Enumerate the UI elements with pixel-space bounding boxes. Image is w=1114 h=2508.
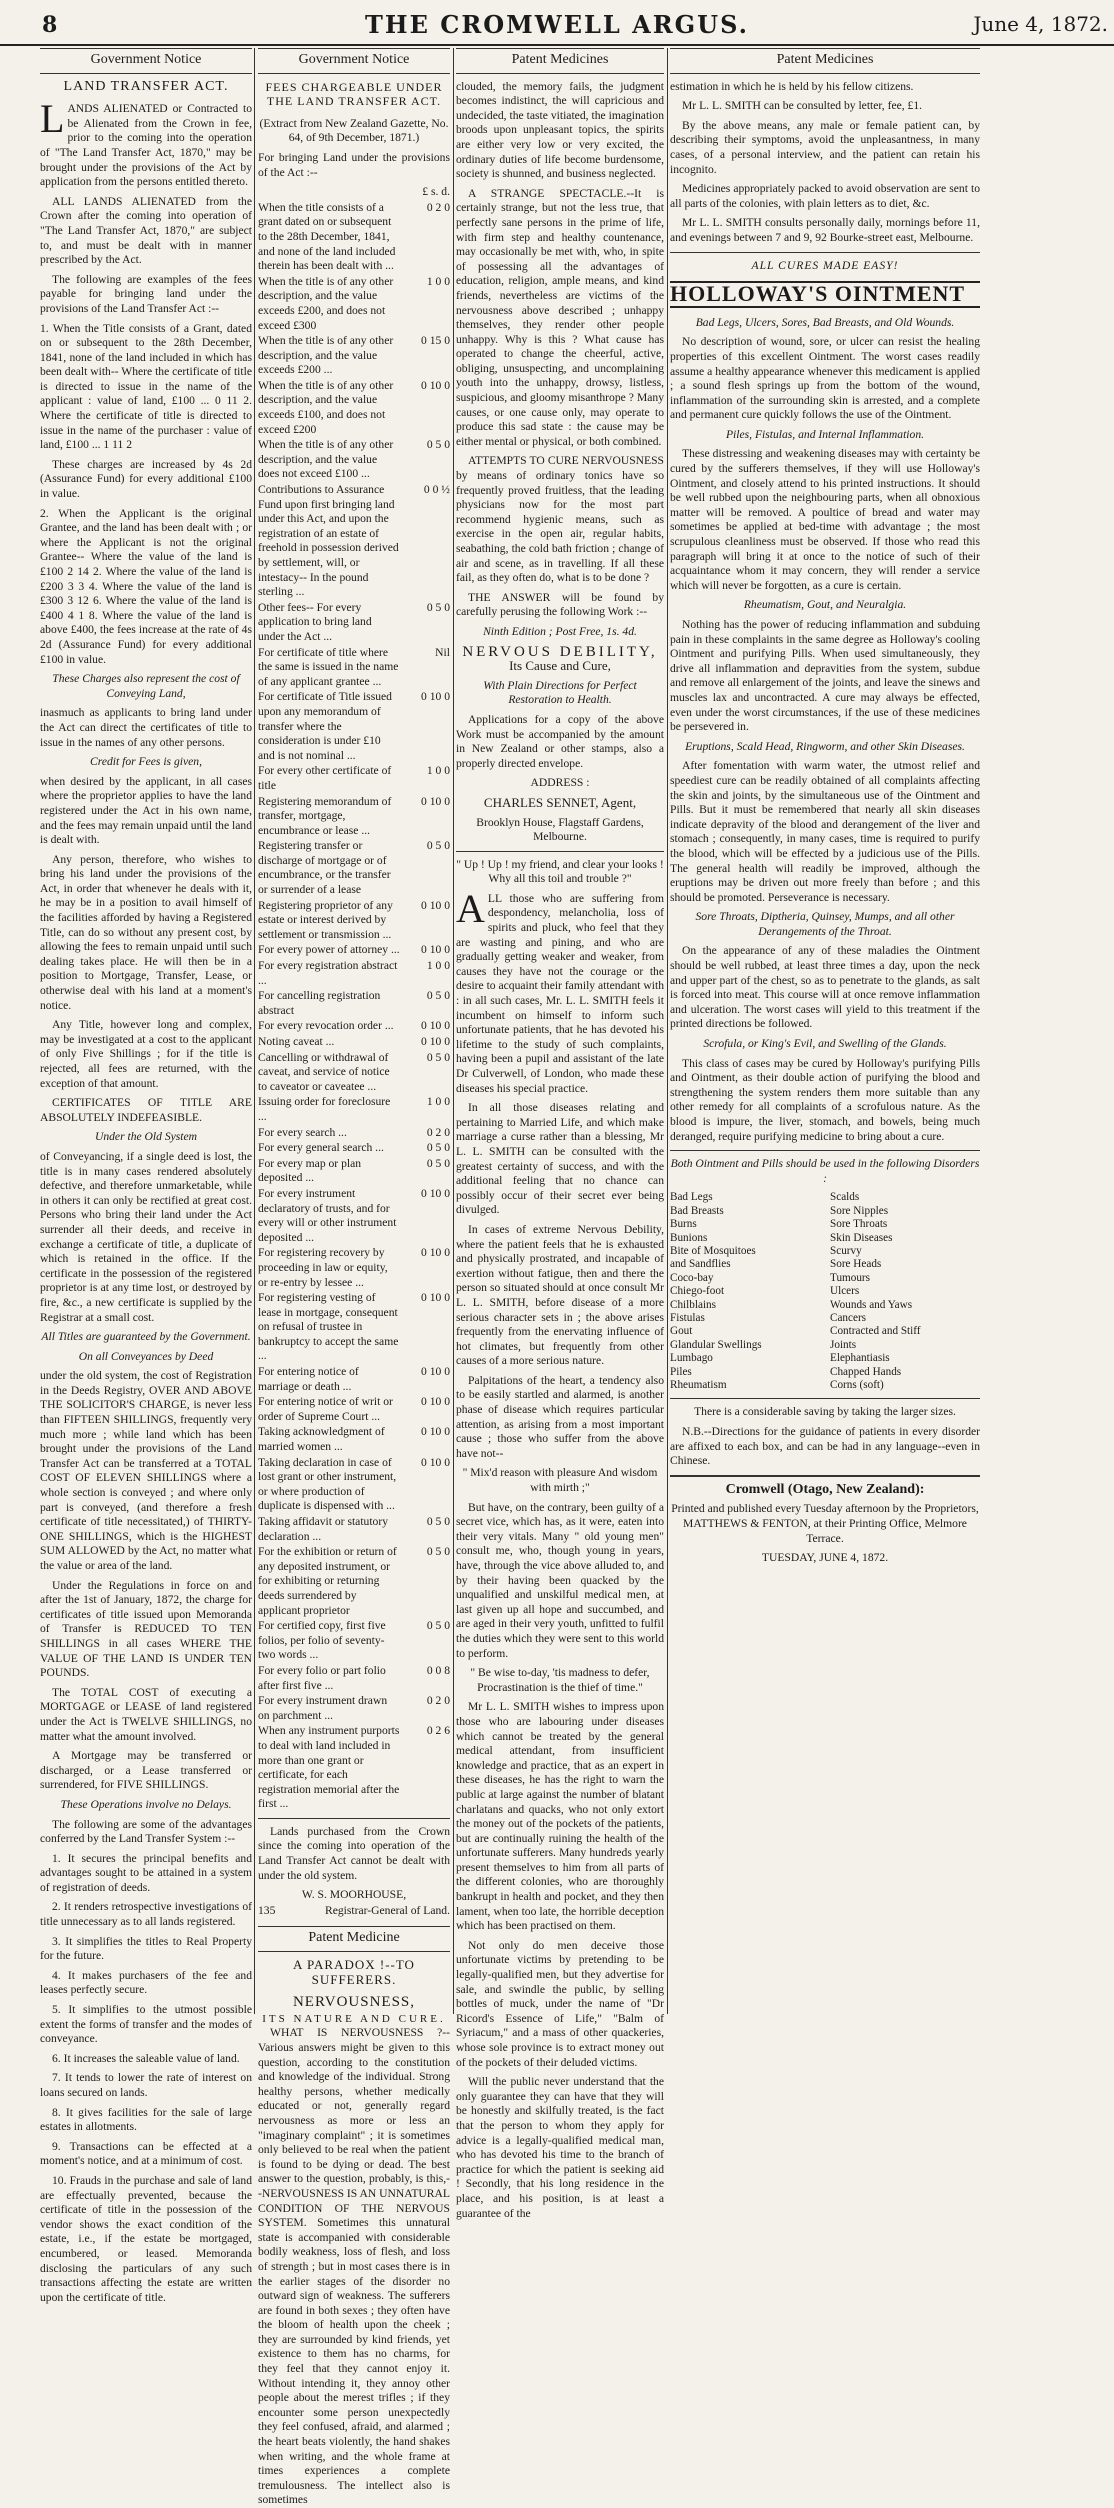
fee-description: Issuing order for foreclosure ... <box>258 1095 391 1123</box>
disorder-item: Bad Legs <box>670 1191 713 1204</box>
fee-row <box>258 1545 450 1618</box>
disorders-list <box>670 1191 980 1392</box>
disorder-item: Fistulas <box>670 1312 705 1325</box>
fee-description: Registering proprietor of any estate or interest derived by settlement or transmission ... <box>258 898 393 941</box>
disorder-item: Corns (soft) <box>830 1379 884 1392</box>
agent-name: CHARLES SENNET, Agent, <box>483 794 637 810</box>
paragraph: Lands purchased from the Crown since the coming into operation of the Land Transfer Act cannot be dealt with under the old system. <box>258 1824 450 1882</box>
disorder-item: Joints <box>830 1338 857 1351</box>
fee-amount: 0 10 0 <box>421 1425 450 1439</box>
paragraph: estimation in which he is held by his fellow citizens. <box>670 79 914 93</box>
fee-description: For every revocation order ... <box>258 1019 394 1033</box>
fee-row <box>258 438 450 482</box>
fee-description: For every registration abstract ... <box>258 959 398 987</box>
fee-description: When the title is of any other description, and the value exceeds £200, and does not exceed £300 <box>258 274 394 332</box>
fee-row <box>258 1246 450 1290</box>
paragraph: The following are some of the advantages conferred by the Land Transfer System :-- <box>40 1817 252 1846</box>
fee-description: Registering memorandum of transfer, mortgage, encumbrance or lease ... <box>258 794 392 837</box>
fee-description: For entering notice of writ or order of Supreme Court ... <box>258 1395 393 1423</box>
list-item: 10. Frauds in the purchase and sale of land are effectually prevented, because the certificate of title in the possession of the vendor shows the exact condition of the estate, i.e., if the estate be mortgaged, encumbered, or leased. Memoranda disclosing the particulars of any such transactions affecting the estate are written upon the certificate of title. <box>40 2173 252 2304</box>
fee-description: Taking declaration in case of lost grant or other instrument, or where production of duplicate is dispensed with ... <box>258 1455 397 1513</box>
fee-description: For every search ... <box>258 1125 347 1139</box>
disorder-item: Tumours <box>830 1271 871 1284</box>
section-header: Government Notice <box>258 48 450 74</box>
fee-amount: Nil <box>435 645 450 659</box>
fee-description: For every general search ... <box>258 1141 384 1155</box>
column-rule <box>254 48 255 2014</box>
disorder-item: Ulcers <box>830 1285 860 1298</box>
fee-description: For registering recovery by proceeding in law or equity, or re-entry by lessee ... <box>258 1246 388 1289</box>
fee-row <box>258 1365 450 1394</box>
column-rule <box>453 48 454 2014</box>
section-header: Government Notice <box>40 48 252 74</box>
fee-description: Cancelling or withdrawal of caveat, and service of notice to caveator or caveatee ... <box>258 1050 390 1093</box>
subheading: Bad Legs, Ulcers, Sores, Bad Breasts, and Old Wounds. <box>695 315 955 329</box>
disorder-item: Burns <box>670 1218 697 1231</box>
fee-amount: 0 5 0 <box>426 1545 450 1559</box>
fee-description: For certificate of Title issued upon any memorandum of transfer where the consideration is under £10 and is not nominal ... <box>258 690 392 762</box>
fee-row <box>258 1051 450 1095</box>
fee-amount: 0 2 0 <box>426 200 450 214</box>
disorder-item: Coco-bay <box>670 1271 714 1284</box>
fee-description: For every instrument drawn on parchment ... <box>258 1694 388 1722</box>
fee-row <box>258 334 450 378</box>
paragraph: Any Title, however long and complex, may be investigated at a cost to the applicant of only Five Shillings ; for if the title is rejected, all fees are returned, with the exception of that amount. <box>40 1018 252 1090</box>
money-column-heading: £ s. d. <box>422 185 450 199</box>
notice-title: FEES CHARGEABLE UNDER THE LAND TRANSFER ACT. <box>265 79 443 109</box>
book-title: NERVOUS DEBILITY, <box>462 643 658 660</box>
list-item: 3. It simplifies the titles to Real Property for the future. <box>40 1934 252 1963</box>
fee-description: For the exhibition or return of any deposited instrument, or for exhibiting or returning deeds surrendered by applicant proprietor <box>258 1545 397 1617</box>
fee-description: When the title is of any other description, and the value exceeds £100, and does not exceed £200 <box>258 378 394 436</box>
fee-row <box>258 1456 450 1514</box>
disorder-item: Chilblains <box>670 1298 716 1311</box>
disorder-item: Scurvy <box>830 1245 862 1257</box>
column-rule <box>667 48 668 2014</box>
fee-description: For every power of attorney ... <box>258 943 400 957</box>
fee-row <box>258 1619 450 1663</box>
subheading: Both Ointment and Pills should be used in the following Disorders : <box>670 1157 980 1185</box>
disorder-item: Scalds <box>830 1191 860 1204</box>
fee-row <box>258 1724 450 1812</box>
imprint: Printed and published every Tuesday afternoon by the Proprietors, MATTHEWS & FENTON, at their Printing Office, Melmore Terrace. <box>671 1502 979 1545</box>
disorder-item: Piles <box>670 1365 692 1378</box>
fee-amount: 0 10 0 <box>421 1455 450 1469</box>
fee-row <box>258 1035 450 1050</box>
fee-row <box>258 795 450 839</box>
section-header: Patent Medicines <box>456 48 664 74</box>
subheading: Under the Old System <box>94 1130 198 1144</box>
subheading: Sore Throats, Diptheria, Quinsey, Mumps, and all other Derangements of the Throat. <box>695 910 955 938</box>
paragraph: This class of cases may be cured by Holloway's purifying Pills and Ointment, as their double action of purifying the blood and strengthening the system renders them more suitable than any other remedy for all complaints of a scrofulous nature. As the blood is impure, the liver, stomach, and bowels, being much deranged, require purifying medicine to bring about a cure. <box>670 1056 980 1143</box>
paragraph: But have, on the contrary, been guilty of a secret vice, which has, as it were, eaten into their very vitals. Many " old young men" consult me, who, though young in years, have, through the vice above alluded to, and by their having been quacked by the unqualified and unskilful medical men, at last given up all hope and succumbed, and are aged in their very youth, unfitted to fulfil the duties which they were sent to this world to perform. <box>456 1500 664 1660</box>
fee-amount: 0 10 0 <box>421 794 450 808</box>
paragraph: Any person, therefore, who wishes to bring his land under the provisions of the Act, in order that whenever he deals with it, he may be in a position to avail himself of the facilities afforded by having a Registered Title, can do so without any present cost, by allowing the fees to remain unpaid until such dealing takes place. He will then be in a position to Mortgage, Transfer, Lease, or otherwise deal with his land at a moment's notice. <box>40 852 252 1012</box>
list-item: 9. Transactions can be effected at a moment's notice, and at a minimum of cost. <box>40 2139 252 2168</box>
paragraph: These distressing and weakening diseases may with certainty be cured by the sufferers themselves, if they will use Holloway's Ointment, and closely attend to his printed instructions. It should be well rubbed upon the neighbouring parts, when all obnoxious matter will be removed. A poultice of bread and water may sometimes be applied at bed-time with advantage ; the most scrupulous cleanliness must be observed. If those who read this paragraph will bring it at once to the notice of such of their acquaintance whom it may concern, they will render a service which will never be forgotten, as a cure is certain. <box>670 447 980 592</box>
notice-title: LAND TRANSFER ACT. <box>63 78 229 94</box>
fee-amount: 0 5 0 <box>426 1141 450 1155</box>
subheading: Eruptions, Scald Head, Ringworm, and other Skin Diseases. <box>685 739 965 753</box>
fee-amount: 0 2 0 <box>426 1694 450 1708</box>
newspaper-title: THE CROMWELL ARGUS. <box>365 10 749 39</box>
paragraph: These charges are increased by 4s 2d (Assurance Fund) for every additional £100 in value. <box>40 457 252 501</box>
disorder-item: Skin Diseases <box>830 1231 893 1244</box>
fee-row <box>258 1019 450 1034</box>
disorder-item: Bad Breasts <box>670 1204 724 1217</box>
paragraph: Will the public never understand that the only guarantee they can have that they will be honestly and skilfully treated, is the fact that the person to whom they apply for advice is a legally-qualified medical man, who has devoted his time to the branch of practice for which the patient is seeking aid ! Secondly, that his long residence in the place, and his position, is at least a guarantee of the <box>456 2075 664 2220</box>
disorder-item: Sore Heads <box>830 1258 882 1271</box>
fee-amount: 0 5 0 <box>426 1156 450 1170</box>
fee-row <box>258 1187 450 1245</box>
fee-description: For entering notice of marriage or death ... <box>258 1365 359 1393</box>
paragraph: Applications for a copy of the above Work must be accompanied by the amount in New Zealand or other stamps, also a properly directed envelope. <box>456 712 664 770</box>
list-item: 1. It secures the principal benefits and advantages sought to be attained in a system of registration of deeds. <box>40 1851 252 1894</box>
fee-row <box>258 379 450 437</box>
masthead <box>0 0 1114 46</box>
subheading: Piles, Fistulas, and Internal Inflammation. <box>725 427 925 441</box>
disorder-item: Bunions <box>670 1231 708 1244</box>
paragraph: Mr L. L. SMITH wishes to impress upon those who are labouring under diseases which cannot be treated by the general medical attendant, from insufficient knowledge and practice, that as an expert in these diseases, he has the right to warn the public at large against the number of blatant charlatans and quacks, who not only extort the money out of the pockets of the patients, but are continually ruining the health of the unfortunate sufferers. Many hundreds yearly present themselves to him from all parts of the different colonies, who are thoroughly bankrupt in health and pocket, and they then lament, when too late, the horrible deception which has been practised on them. <box>456 1700 664 1933</box>
paragraph: Palpitations of the heart, a tendency also to be easily startled and alarmed, is another phase of disease which requires particular attention, as arising from a most important cause ; those who suffer from the above have not-- <box>456 1373 664 1460</box>
signer-name: W. S. MOORHOUSE, <box>301 1888 407 1902</box>
paragraph: Mr L. L. SMITH consults personally daily, mornings before 11, and evenings between 7 and 9, 92 Bourke-street east, Melbourne. <box>670 216 980 244</box>
fee-row <box>258 989 450 1018</box>
fee-row <box>258 690 450 763</box>
disorder-item: Wounds and Yaws <box>830 1298 913 1311</box>
paragraph: After fomentation with warm water, the utmost relief and speediest cure can be readily obtained of all complaints affecting the skin and joints, by the simultaneous use of the Ointment and Pills. But it must be remembered that nearly all skin diseases indicate depravity of the blood and derangement of the liver and stomach ; consequently, in many cases, time is required to purify the blood, which will be effected by a judicious use of the Pills. The general health will readily be improved, although the eruptions may be driven out more freely than before ; and this should be promoted. Perseverance is necessary. <box>670 759 980 904</box>
notice-number: 135 <box>258 1903 276 1917</box>
paragraph: On the appearance of any of these maladies the Ointment should be well rubbed, at least three times a day, upon the neck and upper part of the chest, so as to penetrate to the glands, as salt is forced into meat. This course will at once remove inflammation and ulceration. The worst cases will yield to this treatment if the printed directions be followed. <box>670 944 980 1031</box>
fee-amount: 1 0 0 <box>426 1095 450 1109</box>
paragraph: ALL LANDS ALIENATED from the Crown after the coming into operation of "The Land Transfer Act, 1870," are subject to, and must be dealt with in manner prescribed by the Act. <box>40 194 252 267</box>
paragraph: when desired by the applicant, in all cases where the proprietor applies to have the land registered under the Act in his own name, and the fees may remain unpaid until the land is dealt with. <box>40 774 252 847</box>
fee-row <box>258 1694 450 1723</box>
paragraph: The TOTAL COST of executing a MORTGAGE or LEASE of land registered under the Act is TWELVE SHILLINGS, no matter what the amount involved. <box>40 1685 252 1743</box>
fee-amount: 0 10 0 <box>421 1186 450 1200</box>
paragraph: In cases of extreme Nervous Debility, where the patient feels that he is exhausted and physically prostrated, and incapable of exertion without fatigue, then and there the person so situated should at once consult Mr L. L. SMITH, before disease of a more serious character sets in ; the above arises frequently from the enervating influence of hot climates, but frequently from other causes of a more serious nature. <box>456 1222 664 1368</box>
fee-row <box>258 1126 450 1141</box>
fee-description: Taking affidavit or statutory declaration ... <box>258 1515 389 1543</box>
subheading: Rheumatism, Gout, and Neuralgia. <box>743 598 907 612</box>
fee-row <box>258 943 450 958</box>
holloway-title: HOLLOWAY'S OINTMENT <box>670 281 980 308</box>
paragraph: CERTIFICATES OF TITLE ARE ABSOLUTELY INDEFEASIBLE. <box>40 1096 252 1124</box>
fee-amount: 0 10 0 <box>421 1246 450 1260</box>
fee-amount: 0 2 6 <box>426 1724 450 1738</box>
fee-amount: 0 10 0 <box>421 898 450 912</box>
disorder-item: Bite of Mosquitoes <box>670 1245 756 1257</box>
paragraph: Mr L. L. SMITH can be consulted by letter, fee, £1. <box>682 99 923 113</box>
ad-heading: NERVOUSNESS, <box>292 1994 416 2011</box>
fee-amount: 0 10 0 <box>421 690 450 704</box>
fee-row <box>258 899 450 943</box>
imprint-date: TUESDAY, JUNE 4, 1872. <box>761 1551 889 1565</box>
fee-amount: 0 0 ½ <box>423 483 450 497</box>
fee-description: Noting caveat ... <box>258 1035 335 1048</box>
fee-row <box>258 959 450 988</box>
fee-amount: 0 5 0 <box>426 600 450 614</box>
list-item: 4. It makes purchasers of the fee and leases perfectly secure. <box>40 1968 252 1997</box>
fee-amount: 0 5 0 <box>426 1515 450 1528</box>
column-holloway <box>670 48 1110 2014</box>
fee-row <box>258 275 450 333</box>
list-item: 8. It gives facilities for the sale of large estates in allotments. <box>40 2105 252 2134</box>
ad-title: A PARADOX !--TO SUFFERERS. <box>293 1957 415 1987</box>
fee-amount: 0 10 0 <box>421 378 450 392</box>
disorder-item: Lumbago <box>670 1352 713 1365</box>
fee-table <box>258 201 450 1812</box>
fee-row <box>258 1291 450 1364</box>
fee-description: Contributions to Assurance Fund upon first bringing land under this Act, and upon the registration of an estate of freehold in possession derived by settlement, will, or intestacy-- In the pound sterling ... <box>258 483 399 599</box>
subheading: Scrofula, or King's Evil, and Swelling of the Glands. <box>703 1037 947 1051</box>
disorder-item: Cancers <box>830 1312 867 1325</box>
fee-description: For certified copy, first five folios, per folio of seventy-two words ... <box>258 1619 386 1662</box>
fee-row <box>258 483 450 600</box>
fee-description: Other fees-- For every application to bring land under the Act ... <box>258 600 372 643</box>
fee-description: For every other certificate of title <box>258 764 392 792</box>
column-patent-medicines <box>456 48 664 2220</box>
fee-amount: 1 0 0 <box>426 274 450 288</box>
quote: " Be wise to-day, 'tis madness to defer, Procrastination is the thief of time." <box>470 1666 650 1694</box>
fee-amount: 0 10 0 <box>421 1395 450 1409</box>
fee-amount: 0 15 0 <box>421 334 450 348</box>
paragraph: A STRANGE SPECTACLE.--It is certainly strange, but not the less true, that perfectly sane persons in the prime of life, with firm step and healthy countenance, may occasionally be met with, who, in spite of possessing all the advantages of education, religion, ample means, and kind friends, nevertheless are victims of the nervousness above described ; unhappy themselves, they render other people unhappy. Why is this ? What cause has operated to change the cheerful, active, obliging, unsuspecting, and uncomplaining youth into the unhappy, drowsy, listless, suspicious, and gloomy misanthrope ? Many causes, or one cause only, may operate to produce this sad state : the cause may be either mental or physical, or both combined. <box>456 186 664 448</box>
column-land-transfer-act <box>40 48 252 2304</box>
disorder-item: Sore Nipples <box>830 1204 889 1217</box>
subheading: All Titles are guaranteed by the Government. <box>41 1330 251 1344</box>
list-item: 6. It increases the saleable value of land. <box>52 2051 240 2065</box>
disorder-item: Chapped Hands <box>830 1365 902 1378</box>
fee-amount: 0 10 0 <box>421 943 450 957</box>
fee-description: For every map or plan deposited ... <box>258 1156 362 1185</box>
subheading: These Charges also represent the cost of Conveying Land, <box>52 672 240 700</box>
disorder-item: Glandular Swellings <box>670 1338 762 1351</box>
fee-amount: 1 0 0 <box>426 764 450 778</box>
paragraph: LANDS ALIENATED or Contracted to be Alienated from the Crown in fee, prior to the coming into the operation of "The Land Transfer Act, 1870," may be brought under the provisions of the Act by application from the persons entitled thereto. <box>40 96 252 189</box>
page-number: 8 <box>42 12 58 38</box>
fee-row <box>258 839 450 897</box>
fee-description: When any instrument purports to deal with land included in more than one grant or certificate, for each registration memorial after the first ... <box>258 1724 400 1811</box>
imprint-title: Cromwell (Otago, New Zealand): <box>725 1481 925 1497</box>
paragraph: under the old system, the cost of Registration in the Deeds Registry, OVER AND ABOVE THE SOLICITOR'S CHARGE, is never less than FIFTEEN SHILLINGS, frequently very much more ; while land which has been brought under the provisions of the Land Transfer Act can be transferred at a TOTAL COST OF ELEVEN SHILLINGS where a whole section is conveyed ; and where only part is conveyed, (and therefore a fresh certificate of title necessitated,) of THIRTY-ONE SHILLINGS, which is the HIGHEST SUM ALLOWED by the Act, no matter what the value or area of the land. <box>40 1369 252 1572</box>
fee-row <box>258 1095 450 1124</box>
fee-description: For every folio or part folio after first five ... <box>258 1663 386 1692</box>
address-label: ADDRESS : <box>530 776 590 790</box>
section-header: Patent Medicines <box>670 48 980 74</box>
fee-row <box>258 1515 450 1544</box>
fee-amount: 0 5 0 <box>426 839 450 853</box>
fee-row <box>258 601 450 645</box>
fee-amount: 0 10 0 <box>421 1035 450 1048</box>
fee-description: For certificate of title where the same is issued in the name of any applicant grantee ... <box>258 645 399 688</box>
fee-row <box>258 1425 450 1454</box>
quote: " Mix'd reason with pleasure And wisdom with mirth ;" <box>462 1466 658 1495</box>
paragraph: ATTEMPTS TO CURE NERVOUSNESS by means of ordinary tonics have so frequently proved fruitless, that the leading physicians now for the most part recommend hygienic means, such as exercise in the open air, regular habits, seabathing, the cold bath friction ; change of air and scene, as in travelling. If all these fail, as they often do, what is to be done ? <box>456 454 664 585</box>
paragraph: The following are examples of the fees payable for bringing land under the provisions of the Land Transfer Act :-- <box>40 272 252 315</box>
gazette-extract: (Extract from New Zealand Gazette, No. 64, of 9th December, 1871.) <box>259 116 449 145</box>
fee-description: Registering transfer or discharge of mortgage or of encumbrance, or the transfer or surrender of a lease <box>258 839 391 897</box>
column-fees-chargeable <box>258 48 450 2507</box>
paragraph: WHAT IS NERVOUSNESS ?--Various answers might be given to this question, according to the constitution and knowledge of the individual. Strong healthy persons, whether medically educated or not, generally regard nervousness as more or less an "imaginary complaint" ; it is sometimes only believed to be real when the patient is found to be dying or dead. The best answer to the question, probably, is this,--NERVOUSNESS IS AN UNNATURAL CONDITION OF THE NERVOUS SYSTEM. Sometimes this unnatural state is accompanied with considerable bodily weakness, loss of flesh, and loss of strength ; but in most cases there is in the earlier stages of the disorder no outward sign of weakness. The sufferers are found in both sexes ; they often have the bloom of health upon the cheek ; they are surrounded by kind friends, yet existence to them has no charms, for they feel that they cannot enjoy it. Without intending it, they annoy other people about the merest trifles ; if they encounter some person unexpectedly they feel confused, afraid, and alarmed ; the heart beats violently, the hand shakes when writing, and the whole frame at times experiences a complete tremulousness. The intellect also is sometimes <box>258 2026 450 2507</box>
fee-row <box>258 1395 450 1424</box>
fee-amount: 0 10 0 <box>421 1291 450 1305</box>
paragraph: Not only do men deceive those unfortunate victims by pretending to be legally-qualified men, but they advertise for sale, and swindle the public, by selling bottles of muck, under the name of "Dr Ricord's Essence of Life," "Balm of Syriacum," and a mass of other quackeries, whose sole province is to extract money out of the pockets of their deluded victims. <box>456 1938 664 2069</box>
fee-amount: 0 0 8 <box>426 1663 450 1677</box>
subheading: On all Conveyances by Deed <box>78 1349 214 1363</box>
disorder-item: Chiego-foot <box>670 1285 725 1298</box>
book-subtitle-2: With Plain Directions for Perfect Restoration to Health. <box>483 678 637 707</box>
book-subtitle: Its Cause and Cure, <box>509 658 611 674</box>
ad-tagline: ALL CURES MADE EASY! <box>751 258 899 272</box>
fee-row <box>258 1664 450 1693</box>
disorder-item: Sore Throats <box>830 1218 888 1231</box>
paragraph: A Mortgage may be transferred or discharged, or a Lease transferred or surrendered, for FIVE SHILLINGS. <box>40 1749 252 1792</box>
paragraph: For bringing Land under the provisions of the Act :-- <box>258 150 450 179</box>
fee-row <box>258 764 450 793</box>
fee-amount: 1 0 0 <box>426 959 450 973</box>
fee-row <box>258 1141 450 1156</box>
disorder-item: Rheumatism <box>670 1379 727 1392</box>
paragraph: Under the Regulations in force on and after the 1st of January, 1872, the charge for certificates of title issued upon Memoranda of Transfer is REDUCED TO TEN SHILLINGS in all cases WHERE THE VALUE OF THE LAND IS UNDER TEN POUNDS. <box>40 1578 252 1680</box>
paragraph: of Conveyancing, if a single deed is lost, the title is in many cases rendered absolutely defective, and therefore unmarketable, while in others it can only be rectified at great cost. Persons who bring their land under the Act surrender all their deeds, and receive in exchange a certificate of title, a duplicate of which is retained in the office. If the certificate in the possession of the registered proprietor is at any time lost, or destroyed by fire, &c., a new certificate is supplied by the Registrar at a small cost. <box>40 1149 252 1324</box>
fee-description: For registering vesting of lease in mortgage, consequent on refusal of trustee in bankruptcy to accept the same ... <box>258 1291 399 1363</box>
paragraph: inasmuch as applicants to bring land under the Act can direct the certificates of title to issue in the names of any other persons. <box>40 706 252 749</box>
fee-description: When the title is of any other description, and the value exceeds £200 ... <box>258 334 394 377</box>
paragraph: No description of wound, sore, or ulcer can resist the healing properties of this excellent Ointment. The worst cases readily assume a healthy appearance whenever this medicament is applied ; a sound flesh springs up from the bottom of the wound, inflammation of the surrounding skin is arrested, and a complete and permanent cure quickly follows the use of the Ointment. <box>670 335 980 422</box>
fee-amount: 0 5 0 <box>426 1050 450 1064</box>
disorder-item: Gout <box>670 1325 693 1338</box>
subheading: Credit for Fees is given, <box>90 755 202 769</box>
list-item: 5. It simplifies to the utmost possible extent the forms of transfer and the modes of conveyance. <box>40 2003 252 2046</box>
disorder-item: Elephantiasis <box>830 1352 890 1365</box>
subheading: These Operations involve no Delays. <box>60 1797 232 1811</box>
fee-row <box>258 1157 450 1186</box>
paragraph: 1. When the Title consists of a Grant, dated on or subsequent to the 28th December, 1841, none of the land included in which has been dealt with-- Where the certificate of title is directed to issue in the name of the applicant : value of land, £100 ... 0 11 2. Where the certificate of title is directed to issue in the name of the purchaser : value of land, £100 ... 1 11 2 <box>40 321 252 452</box>
paragraph: THE ANSWER will be found by carefully perusing the following Work :-- <box>456 590 664 619</box>
fee-description: For every instrument declaratory of trusts, and for every will or other instrument deposited ... <box>258 1186 397 1244</box>
paragraph: Medicines appropriately packed to avoid observation are sent to all parts of the colonies, with plain letters as to diet, &c. <box>670 182 980 210</box>
quote: " Up ! Up ! my friend, and clear your looks ! Why all this toil and trouble ?" <box>456 857 664 886</box>
paragraph: Nothing has the power of reducing inflammation and subduing pain in these complaints in the same degree as Holloway's cooling Ointment and purifying Pills. When used simultaneously, they drive all inflammation and depravities from the system, subdue and remove all enlargement of the joints, and leave the sinews and muscles lax and uncontracted. A cure may always be effected, even under the worst circumstances, if the use of these medicines be persevered in. <box>670 618 980 734</box>
fee-description: When the title is of any other description, and the value does not exceed £100 ... <box>258 438 394 481</box>
issue-date: June 4, 1872. <box>973 12 1108 36</box>
list-item: 2. It renders retrospective investigations of title unnecessary as to all lands registered. <box>40 1900 252 1929</box>
paragraph: clouded, the memory fails, the judgment becomes indistinct, the will capricious and undecided, the taste vitiated, the imagination broods upon unpleasant topics, the spirits are either very low or very excited, the ordinary duties of life become burdensome, society is shunned, and business neglected. <box>456 79 664 181</box>
saving-note: There is a considerable saving by taking the larger sizes. <box>694 1405 956 1419</box>
paragraph: ALL those who are suffering from despondency, melancholia, loss of spirits and pluck, who feel that they are wasting and pining, and who are gradually getting weaker and weaker, from causes they have not the courage or the desire to acquaint their family attendant with : in all such cases, Mr. L. L. SMITH feels it incumbent on himself to inform such unfortunate patients, that he has devoted his lifetime to the study of such complaints, having been a pupil and assistant of the late Dr Culverwell, of London, who made these diseases his special practice. <box>456 885 664 1095</box>
fee-description: For cancelling registration abstract <box>258 989 381 1017</box>
fee-amount: 0 5 0 <box>426 989 450 1003</box>
fee-row <box>258 646 450 690</box>
paragraph: 2. When the Applicant is the original Grantee, and the land has been dealt with ; or where the Applicant is not the original Grantee-- Where the value of the land is £100 2 14 2. Where the value of the land is £200 3 3 4. Where the value of the land is £300 3 12 6. Where the value of the land is £400 4 1 8. Where the value of the land is above £400, the fees increase at the rate of 4s 2d (Assurance Fund) for every additional £100 in value. <box>40 506 252 666</box>
fee-description: When the title consists of a grant dated on or subsequent to the 28th December, 1841, and none of the land included therein has been dealt with ... <box>258 200 396 273</box>
fee-amount: 0 5 0 <box>426 438 450 452</box>
ad-subheading: ITS NATURE AND CURE. <box>262 2012 446 2025</box>
fee-amount: 0 10 0 <box>421 1019 450 1033</box>
fee-row <box>258 201 450 274</box>
paragraph: N.B.--Directions for the guidance of patients in every disorder are affixed to each box, and can be had in any language--even in Chinese. <box>670 1425 980 1468</box>
section-header: Patent Medicine <box>258 1926 450 1952</box>
fee-amount: 0 2 0 <box>426 1125 450 1139</box>
fee-amount: 0 5 0 <box>426 1619 450 1633</box>
signer-title: Registrar-General of Land. <box>325 1903 450 1917</box>
paragraph: In all those diseases relating and pertaining to Married Life, and which make marriage a curse rather than a blessing, Mr L. L. SMITH can be consulted with the greatest certainty of success, and with the additional feeling that no chance can possibly occur of their secret ever being divulged. <box>456 1101 664 1217</box>
list-item: 7. It tends to lower the rate of interest on loans secured on lands. <box>40 2071 252 2099</box>
disorder-item: Contracted and Stiff <box>830 1325 921 1338</box>
disorder-item: and Sandflies <box>670 1258 731 1271</box>
fee-description: Taking acknowledgment of married women ... <box>258 1425 385 1454</box>
fee-amount: 0 10 0 <box>421 1365 450 1379</box>
agent-address: Brooklyn House, Flagstaff Gardens, Melbourne. <box>476 815 644 844</box>
edition-note: Ninth Edition ; Post Free, 1s. 4d. <box>483 624 637 638</box>
paragraph: By the above means, any male or female patient can, by describing their symptoms, avoid the unpleasantness, in many cases, of a personal interview, and the patient can retain his incognito. <box>670 118 980 176</box>
